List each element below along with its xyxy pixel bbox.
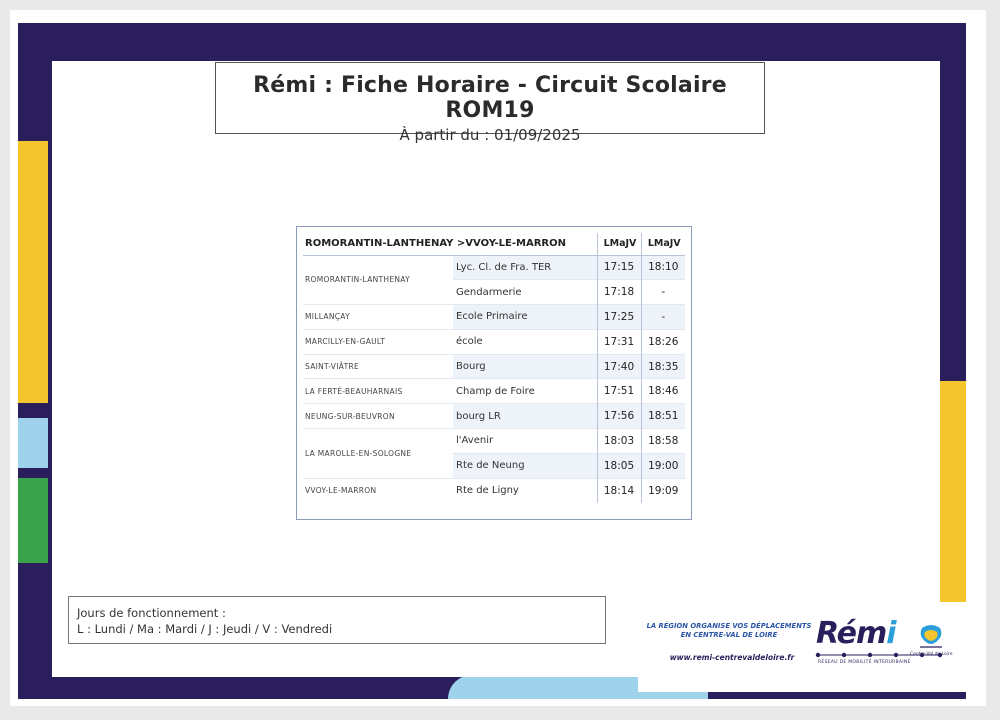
departure-time: 18:35 bbox=[641, 354, 685, 379]
commune-name: MILLANÇAY bbox=[303, 305, 453, 330]
departure-time: 17:25 bbox=[597, 305, 641, 330]
website-link[interactable]: www.remi-centrevaldeloire.fr bbox=[669, 653, 795, 662]
network-label: RÉSEAU DE MOBILITÉ INTERURBAINE bbox=[818, 660, 911, 665]
commune-name: ROMORANTIN-LANTHENAY bbox=[305, 275, 411, 285]
commune-name: NEUNG-SUR-BEUVRON bbox=[303, 404, 453, 429]
stop-name: l'Avenir bbox=[453, 429, 597, 454]
departure-time: 19:00 bbox=[641, 453, 685, 478]
green-band-left bbox=[18, 478, 48, 563]
table-row bbox=[303, 255, 685, 280]
stop-name: Champ de Foire bbox=[453, 379, 597, 404]
departure-time: 18:05 bbox=[597, 453, 641, 478]
departure-time: 18:51 bbox=[641, 404, 685, 429]
stop-name: Rte de Neung bbox=[453, 453, 597, 478]
departure-time: 18:26 bbox=[641, 329, 685, 354]
page-title: Rémi : Fiche Horaire - Circuit Scolaire ROM19 bbox=[253, 73, 727, 123]
commune-name: VVOY-LE-MARRON bbox=[303, 478, 453, 503]
remi-logo bbox=[816, 616, 896, 651]
departure-time: 18:03 bbox=[597, 429, 641, 454]
departure-time: 18:46 bbox=[641, 379, 685, 404]
blue-band-left bbox=[18, 418, 48, 468]
operating-days-legend bbox=[68, 596, 606, 644]
stop-name: bourg LR bbox=[453, 404, 597, 429]
departure-time: 18:10 bbox=[641, 255, 685, 280]
departure-time: 17:40 bbox=[597, 354, 641, 379]
stop-name: Ecole Primaire bbox=[453, 305, 597, 330]
departure-time: 17:56 bbox=[597, 404, 641, 429]
legend-heading: Jours de fonctionnement : bbox=[77, 606, 226, 620]
column-header-days: LMaJV bbox=[641, 233, 685, 255]
yellow-band-right bbox=[936, 381, 966, 611]
departure-time: 18:14 bbox=[597, 478, 641, 503]
tagline-line-1: LA RÉGION ORGANISE VOS DÉPLACEMENTS bbox=[646, 622, 812, 630]
brand-tagline bbox=[644, 622, 814, 640]
column-header-days: LMaJV bbox=[597, 233, 641, 255]
table-row bbox=[303, 478, 685, 503]
region-name: Centre-Val de Loire bbox=[910, 652, 953, 657]
table-row bbox=[303, 404, 685, 429]
commune-name: LA FERTÉ-BEAUHARNAIS bbox=[303, 379, 453, 404]
departure-time: 17:31 bbox=[597, 329, 641, 354]
commune-name: SAINT-VIÂTRE bbox=[303, 354, 453, 379]
brand-block bbox=[638, 602, 968, 692]
tagline-line-2: EN CENTRE-VAL DE LOIRE bbox=[680, 631, 778, 639]
departure-time: 17:15 bbox=[597, 255, 641, 280]
logo-text-accent: i bbox=[886, 616, 896, 651]
table-row bbox=[303, 329, 685, 354]
commune-name: LA MAROLLE-EN-SOLOGNE bbox=[303, 429, 453, 479]
table-row bbox=[303, 379, 685, 404]
legend-text: L : Lundi / Ma : Mardi / J : Jeudi / V : Vendredi bbox=[77, 622, 333, 636]
table-row bbox=[303, 305, 685, 330]
logo-text-main: Rém bbox=[816, 616, 887, 651]
departure-time: - bbox=[641, 280, 685, 305]
title-box bbox=[215, 62, 765, 144]
table-row bbox=[303, 354, 685, 379]
stop-name: Rte de Ligny bbox=[453, 478, 597, 503]
commune-name: MARCILLY-EN-GAULT bbox=[303, 329, 453, 354]
departure-time: 17:51 bbox=[597, 379, 641, 404]
direction-header: ROMORANTIN-LANTHENAY >VVOY-LE-MARRON bbox=[303, 233, 597, 255]
stop-name: Lyc. Cl. de Fra. TER bbox=[453, 255, 597, 280]
yellow-band-left bbox=[18, 141, 48, 403]
departure-time: 17:18 bbox=[597, 280, 641, 305]
departure-time: 19:09 bbox=[641, 478, 685, 503]
departure-time: 18:58 bbox=[641, 429, 685, 454]
effective-date: À partir du : 01/09/2025 bbox=[399, 126, 581, 144]
stop-name: Gendarmerie bbox=[453, 280, 597, 305]
region-logo-icon bbox=[916, 622, 946, 652]
stop-name: école bbox=[453, 329, 597, 354]
timetable-grid bbox=[303, 233, 685, 503]
table-row bbox=[303, 429, 685, 454]
departure-time: - bbox=[641, 305, 685, 330]
document-page bbox=[10, 10, 986, 706]
stop-name: Bourg bbox=[453, 354, 597, 379]
timetable bbox=[296, 226, 692, 520]
